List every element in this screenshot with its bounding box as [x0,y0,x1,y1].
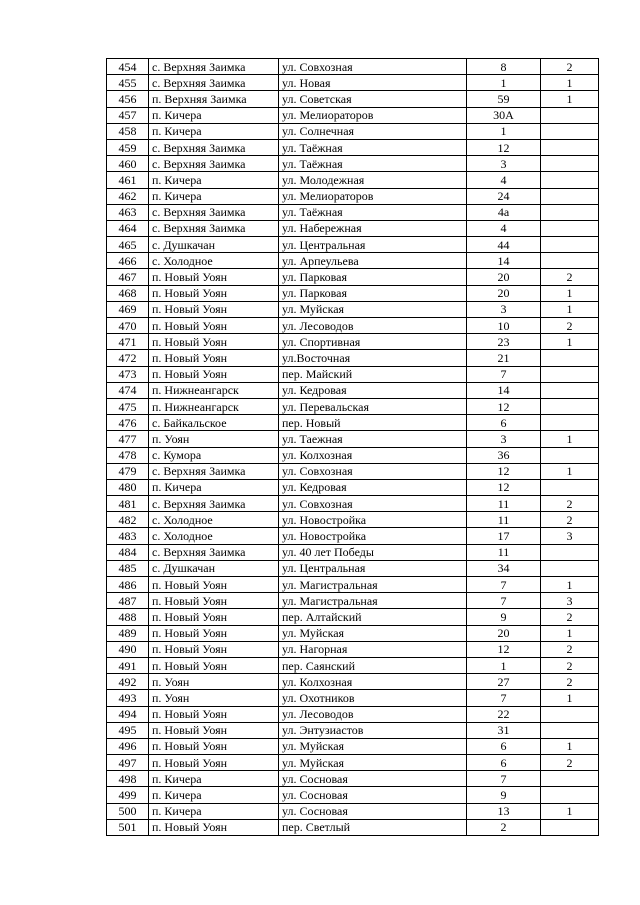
street-cell: ул. Перевальская [279,398,467,414]
table-row [107,237,599,253]
locality-cell: п. Новый Уоян [149,609,279,625]
table-body [107,59,599,836]
row-number: 474 [107,382,149,398]
table-row [107,204,599,220]
locality-cell: п. Кичера [149,188,279,204]
row-number: 484 [107,544,149,560]
table-row [107,75,599,91]
house-number-cell: 1 [467,123,541,139]
row-number: 483 [107,528,149,544]
house-number-cell: 36 [467,447,541,463]
table-row [107,463,599,479]
table-row [107,560,599,576]
house-number-cell: 11 [467,496,541,512]
locality-cell: п. Кичера [149,803,279,819]
row-number: 463 [107,204,149,220]
row-number: 477 [107,431,149,447]
house-number-cell: 7 [467,593,541,609]
street-cell: ул. Таежная [279,431,467,447]
house-number-cell: 3 [467,301,541,317]
apartment-cell: 2 [541,59,599,75]
apartment-cell: 2 [541,657,599,673]
apartment-cell: 1 [541,334,599,350]
table-row [107,609,599,625]
locality-cell: п. Кичера [149,107,279,123]
locality-cell: п. Новый Уоян [149,819,279,835]
house-number-cell: 12 [467,139,541,155]
street-cell: пер. Алтайский [279,609,467,625]
street-cell: ул. Советская [279,91,467,107]
row-number: 464 [107,220,149,236]
street-cell: ул. Арпеульева [279,253,467,269]
apartment-cell: 2 [541,755,599,771]
apartment-cell [541,350,599,366]
locality-cell: п. Новый Уоян [149,657,279,673]
house-number-cell: 13 [467,803,541,819]
street-cell: ул. Совхозная [279,463,467,479]
street-cell: ул. Таёжная [279,204,467,220]
row-number: 487 [107,593,149,609]
table-row [107,755,599,771]
row-number: 468 [107,285,149,301]
house-number-cell: 12 [467,463,541,479]
house-number-cell: 21 [467,350,541,366]
row-number: 455 [107,75,149,91]
table-row [107,123,599,139]
locality-cell: п. Кичера [149,787,279,803]
locality-cell: п. Новый Уоян [149,577,279,593]
table-row [107,625,599,641]
apartment-cell [541,706,599,722]
apartment-cell: 1 [541,803,599,819]
table-row [107,59,599,75]
apartment-cell [541,819,599,835]
apartment-cell: 1 [541,91,599,107]
street-cell: ул. Нагорная [279,641,467,657]
house-number-cell: 7 [467,577,541,593]
street-cell: ул. Солнечная [279,123,467,139]
table-row [107,350,599,366]
street-cell: ул. Совхозная [279,496,467,512]
row-number: 476 [107,415,149,431]
locality-cell: п. Новый Уоян [149,738,279,754]
street-cell: ул. Колхозная [279,447,467,463]
apartment-cell: 2 [541,641,599,657]
table-row [107,269,599,285]
apartment-cell: 3 [541,528,599,544]
row-number: 460 [107,156,149,172]
house-number-cell: 12 [467,479,541,495]
locality-cell: п. Нижнеангарск [149,398,279,414]
table-row [107,771,599,787]
house-number-cell: 22 [467,706,541,722]
street-cell: ул. Магистральная [279,593,467,609]
house-number-cell: 1 [467,75,541,91]
row-number: 486 [107,577,149,593]
locality-cell: п. Новый Уоян [149,366,279,382]
street-cell: ул. Новая [279,75,467,91]
locality-cell: п. Уоян [149,674,279,690]
apartment-cell [541,220,599,236]
street-cell: ул. Центральная [279,237,467,253]
table-row [107,107,599,123]
street-cell: пер. Саянский [279,657,467,673]
locality-cell: с. Верхняя Заимка [149,139,279,155]
house-number-cell: 20 [467,625,541,641]
apartment-cell: 2 [541,674,599,690]
row-number: 494 [107,706,149,722]
row-number: 471 [107,334,149,350]
apartment-cell: 1 [541,75,599,91]
apartment-cell [541,415,599,431]
row-number: 462 [107,188,149,204]
table-row [107,690,599,706]
locality-cell: с. Верхняя Заимка [149,75,279,91]
table-row [107,318,599,334]
table-row [107,172,599,188]
table-row [107,301,599,317]
row-number: 488 [107,609,149,625]
street-cell: ул. Центральная [279,560,467,576]
row-number: 485 [107,560,149,576]
row-number: 479 [107,463,149,479]
house-number-cell: 27 [467,674,541,690]
apartment-cell: 1 [541,463,599,479]
locality-cell: п. Новый Уоян [149,318,279,334]
apartment-cell: 1 [541,285,599,301]
table-row [107,366,599,382]
house-number-cell: 9 [467,609,541,625]
locality-cell: с. Байкальское [149,415,279,431]
house-number-cell: 1 [467,657,541,673]
apartment-cell [541,172,599,188]
apartment-cell [541,253,599,269]
house-number-cell: 3 [467,156,541,172]
table-row [107,220,599,236]
house-number-cell: 10 [467,318,541,334]
apartment-cell [541,237,599,253]
table-row [107,738,599,754]
locality-cell: п. Новый Уоян [149,334,279,350]
table-row [107,253,599,269]
row-number: 457 [107,107,149,123]
street-cell: ул. Охотников [279,690,467,706]
locality-cell: п. Новый Уоян [149,706,279,722]
street-cell: ул. Муйская [279,738,467,754]
table-row [107,479,599,495]
table-row [107,285,599,301]
street-cell: ул. Таёжная [279,139,467,155]
table-row [107,139,599,155]
house-number-cell: 20 [467,269,541,285]
house-number-cell: 6 [467,738,541,754]
house-number-cell: 12 [467,641,541,657]
street-cell: ул. 40 лет Победы [279,544,467,560]
table-row [107,657,599,673]
locality-cell: п. Новый Уоян [149,350,279,366]
house-number-cell: 14 [467,382,541,398]
table-row [107,528,599,544]
house-number-cell: 2 [467,819,541,835]
apartment-cell [541,787,599,803]
locality-cell: с. Холодное [149,528,279,544]
street-cell: ул. Мелиораторов [279,188,467,204]
house-number-cell: 6 [467,755,541,771]
apartment-cell [541,107,599,123]
street-cell: ул. Парковая [279,269,467,285]
locality-cell: п. Новый Уоян [149,285,279,301]
apartment-cell: 2 [541,269,599,285]
street-cell: ул. Кедровая [279,382,467,398]
table-row [107,91,599,107]
table-row [107,334,599,350]
apartment-cell: 2 [541,512,599,528]
table-row [107,544,599,560]
apartment-cell [541,398,599,414]
locality-cell: с. Верхняя Заимка [149,544,279,560]
house-number-cell: 7 [467,690,541,706]
locality-cell: с. Верхняя Заимка [149,204,279,220]
apartment-cell: 2 [541,318,599,334]
apartment-cell [541,139,599,155]
apartment-cell [541,123,599,139]
locality-cell: п. Новый Уоян [149,641,279,657]
street-cell: ул. Таёжная [279,156,467,172]
apartment-cell [541,366,599,382]
street-cell: пер. Светлый [279,819,467,835]
apartment-cell: 1 [541,738,599,754]
street-cell: пер. Новый [279,415,467,431]
row-number: 489 [107,625,149,641]
table-row [107,398,599,414]
house-number-cell: 23 [467,334,541,350]
table-row [107,706,599,722]
row-number: 492 [107,674,149,690]
row-number: 491 [107,657,149,673]
locality-cell: с. Верхняя Заимка [149,220,279,236]
house-number-cell: 14 [467,253,541,269]
row-number: 454 [107,59,149,75]
street-cell: пер. Майский [279,366,467,382]
row-number: 490 [107,641,149,657]
apartment-cell: 1 [541,625,599,641]
street-cell: ул. Колхозная [279,674,467,690]
table-row [107,156,599,172]
street-cell: ул. Муйская [279,625,467,641]
row-number: 469 [107,301,149,317]
locality-cell: п. Уоян [149,431,279,447]
row-number: 465 [107,237,149,253]
street-cell: ул. Магистральная [279,577,467,593]
apartment-cell [541,204,599,220]
locality-cell: п. Новый Уоян [149,301,279,317]
house-number-cell: 4а [467,204,541,220]
locality-cell: п. Новый Уоян [149,722,279,738]
house-number-cell: 17 [467,528,541,544]
row-number: 497 [107,755,149,771]
street-cell: ул. Молодежная [279,172,467,188]
table-row [107,722,599,738]
locality-cell: п. Кичера [149,479,279,495]
house-number-cell: 24 [467,188,541,204]
apartment-cell [541,188,599,204]
apartment-cell: 3 [541,593,599,609]
table-row [107,496,599,512]
house-number-cell: 3 [467,431,541,447]
table-row [107,819,599,835]
street-cell: ул. Совхозная [279,59,467,75]
locality-cell: с. Верхняя Заимка [149,496,279,512]
table-row [107,431,599,447]
table-row [107,641,599,657]
locality-cell: с. Душкачан [149,560,279,576]
apartment-cell [541,771,599,787]
street-cell: ул. Спортивная [279,334,467,350]
street-cell: ул. Мелиораторов [279,107,467,123]
table-row [107,674,599,690]
locality-cell: п. Верхняя Заимка [149,91,279,107]
locality-cell: п. Новый Уоян [149,625,279,641]
apartment-cell: 1 [541,690,599,706]
locality-cell: п. Новый Уоян [149,269,279,285]
street-cell: ул. Лесоводов [279,318,467,334]
locality-cell: п. Кичера [149,123,279,139]
house-number-cell: 6 [467,415,541,431]
row-number: 482 [107,512,149,528]
table-row [107,803,599,819]
apartment-cell: 1 [541,301,599,317]
row-number: 493 [107,690,149,706]
street-cell: ул. Кедровая [279,479,467,495]
row-number: 500 [107,803,149,819]
locality-cell: п. Нижнеангарск [149,382,279,398]
house-number-cell: 11 [467,544,541,560]
house-number-cell: 59 [467,91,541,107]
table-row [107,512,599,528]
table-row [107,593,599,609]
row-number: 478 [107,447,149,463]
row-number: 456 [107,91,149,107]
table-row [107,787,599,803]
table-row [107,577,599,593]
apartment-cell [541,156,599,172]
apartment-cell [541,447,599,463]
row-number: 495 [107,722,149,738]
locality-cell: п. Новый Уоян [149,755,279,771]
apartment-cell [541,382,599,398]
house-number-cell: 4 [467,172,541,188]
street-cell: ул. Муйская [279,301,467,317]
row-number: 496 [107,738,149,754]
row-number: 473 [107,366,149,382]
street-cell: ул. Сосновая [279,803,467,819]
row-number: 470 [107,318,149,334]
street-cell: ул. Сосновая [279,787,467,803]
street-cell: ул. Набережная [279,220,467,236]
street-cell: ул. Лесоводов [279,706,467,722]
apartment-cell: 1 [541,577,599,593]
apartment-cell: 1 [541,431,599,447]
row-number: 499 [107,787,149,803]
row-number: 466 [107,253,149,269]
row-number: 458 [107,123,149,139]
row-number: 475 [107,398,149,414]
street-cell: ул. Парковая [279,285,467,301]
house-number-cell: 20 [467,285,541,301]
locality-cell: с. Верхняя Заимка [149,156,279,172]
house-number-cell: 44 [467,237,541,253]
row-number: 459 [107,139,149,155]
apartment-cell: 2 [541,496,599,512]
locality-cell: п. Кичера [149,172,279,188]
table-row [107,447,599,463]
apartment-cell: 2 [541,609,599,625]
locality-cell: п. Кичера [149,771,279,787]
street-cell: ул. Новостройка [279,512,467,528]
locality-cell: с. Холодное [149,253,279,269]
locality-cell: с. Кумора [149,447,279,463]
apartment-cell [541,560,599,576]
row-number: 501 [107,819,149,835]
street-cell: ул. Энтузиастов [279,722,467,738]
street-cell: ул.Восточная [279,350,467,366]
table-row [107,415,599,431]
house-number-cell: 9 [467,787,541,803]
row-number: 461 [107,172,149,188]
street-cell: ул. Новостройка [279,528,467,544]
row-number: 481 [107,496,149,512]
locality-cell: с. Верхняя Заимка [149,59,279,75]
house-number-cell: 11 [467,512,541,528]
house-number-cell: 7 [467,771,541,787]
apartment-cell [541,544,599,560]
house-number-cell: 7 [467,366,541,382]
locality-cell: п. Уоян [149,690,279,706]
address-table [106,58,599,836]
house-number-cell: 8 [467,59,541,75]
house-number-cell: 34 [467,560,541,576]
table-row [107,382,599,398]
street-cell: ул. Сосновая [279,771,467,787]
house-number-cell: 12 [467,398,541,414]
street-cell: ул. Муйская [279,755,467,771]
row-number: 480 [107,479,149,495]
apartment-cell [541,722,599,738]
table-row [107,188,599,204]
row-number: 467 [107,269,149,285]
apartment-cell [541,479,599,495]
locality-cell: с. Верхняя Заимка [149,463,279,479]
house-number-cell: 30А [467,107,541,123]
locality-cell: п. Новый Уоян [149,593,279,609]
house-number-cell: 4 [467,220,541,236]
locality-cell: с. Холодное [149,512,279,528]
row-number: 498 [107,771,149,787]
row-number: 472 [107,350,149,366]
locality-cell: с. Душкачан [149,237,279,253]
house-number-cell: 31 [467,722,541,738]
